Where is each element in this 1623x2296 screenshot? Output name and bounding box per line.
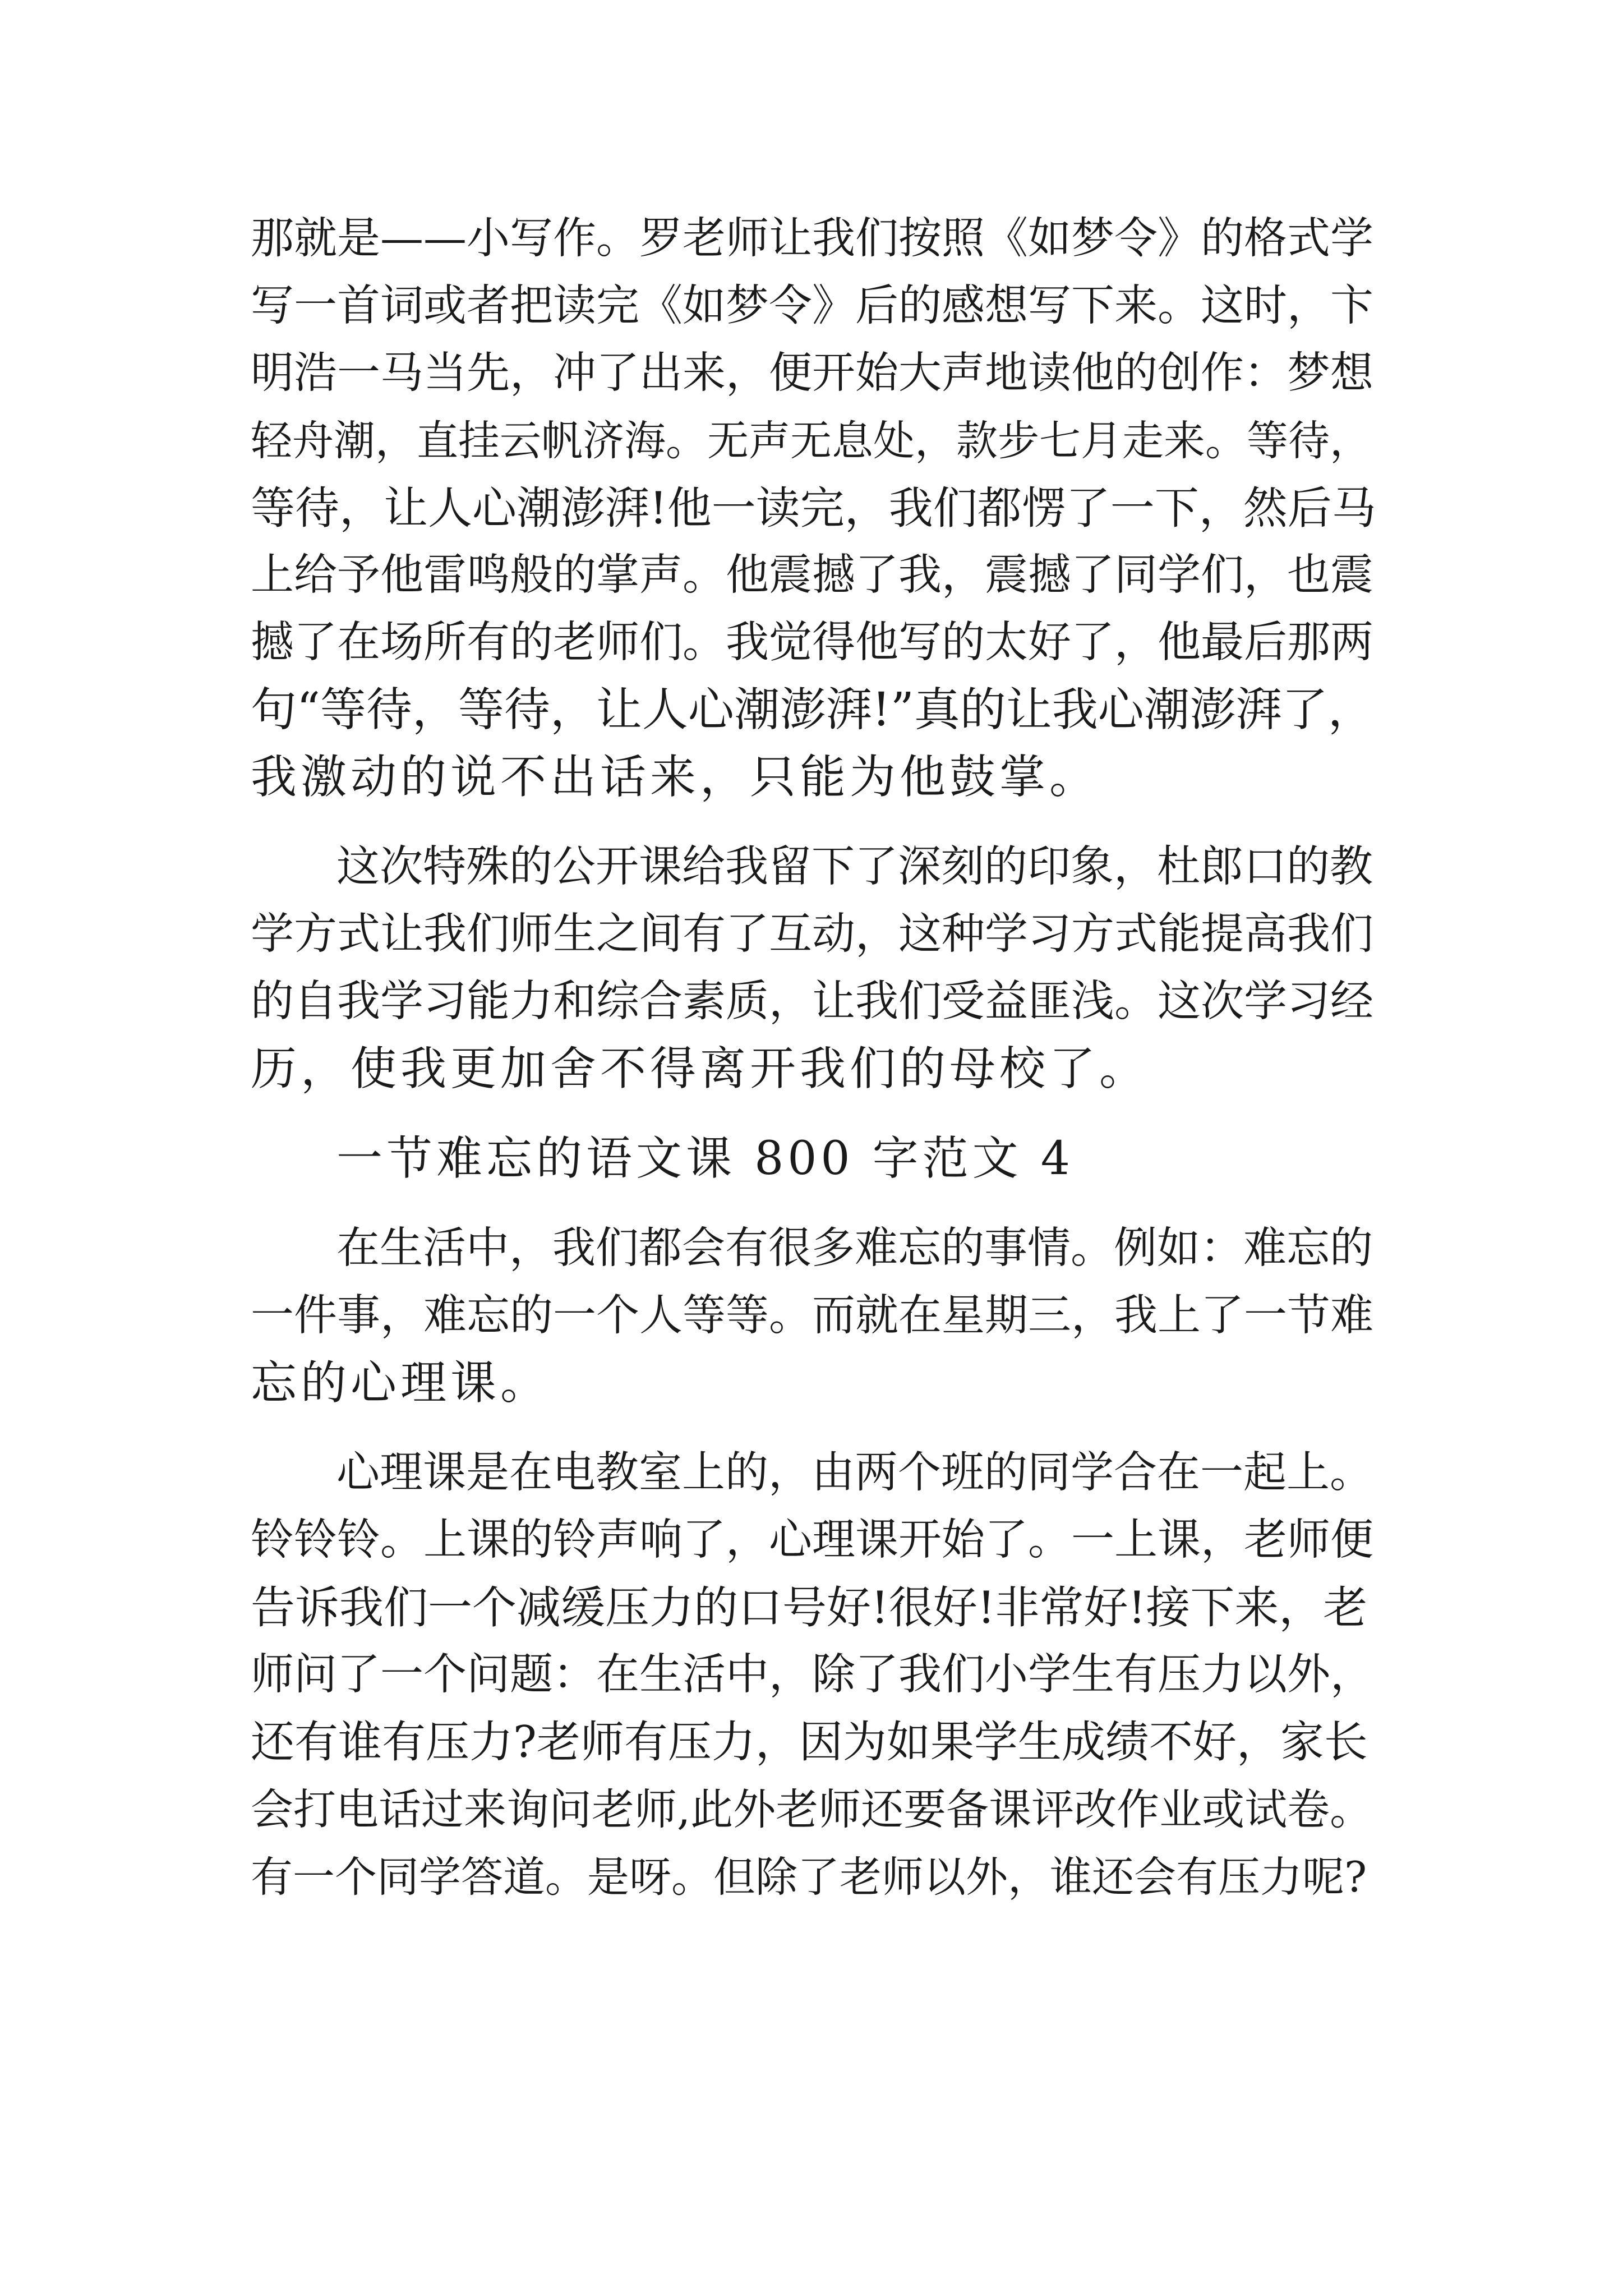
paragraph-line: 句“等待，等待，让人心潮澎湃!”真的让我心潮澎湃了， bbox=[251, 683, 1374, 737]
paragraph-line: 有一个同学答道。是呀。但除了老师以外，谁还会有压力呢? bbox=[251, 1852, 1367, 1902]
paragraph-line: 忘的心理课。 bbox=[251, 1356, 551, 1410]
paragraph-line: 等待，让人心潮澎湃!他一读完，我们都愣了一下，然后马 bbox=[251, 482, 1376, 534]
paragraph-line: 历，使我更加舍不得离开我们的母校了。 bbox=[251, 1042, 1150, 1096]
paragraph-line: 告诉我们一个减缓压力的口号好!很好!非常好!接下来，老 bbox=[251, 1582, 1368, 1634]
paragraph-line: 写一首词或者把读完《如梦令》后的感想写下来。这时，卞 bbox=[251, 281, 1373, 331]
paragraph-line: 这次特殊的公开课给我留下了深刻的印象，杜郎口的教 bbox=[336, 842, 1373, 892]
paragraph-line: 会打电话过来询问老师,此外老师还要备课评改作业或试卷。 bbox=[251, 1784, 1373, 1834]
paragraph-line: 心理课是在电教室上的，由两个班的同学合在一起上。 bbox=[336, 1448, 1373, 1498]
paragraph-line: 在生活中，我们都会有很多难忘的事情。例如：难忘的 bbox=[336, 1223, 1373, 1273]
paragraph-line: 还有谁有压力?老师有压力，因为如果学生成绩不好，家长 bbox=[251, 1717, 1368, 1768]
paragraph-line: 轻舟潮，直挂云帆济海。无声无息处，款步七月走来。等待， bbox=[251, 417, 1371, 465]
section-heading: 一节难忘的语文课 800 字范文 4 bbox=[336, 1132, 1074, 1185]
paragraph-line: 我激动的说不出话来，只能为他鼓掌。 bbox=[251, 751, 1100, 804]
paragraph-line: 一件事，难忘的一个人等等。而就在星期三，我上了一节难 bbox=[251, 1291, 1373, 1341]
paragraph-line: 师问了一个问题：在生活中，除了我们小学生有压力以外， bbox=[251, 1650, 1373, 1700]
paragraph-line: 的自我学习能力和综合素质，让我们受益匪浅。这次学习经 bbox=[251, 977, 1373, 1027]
paragraph-line: 学方式让我们师生之间有了互动，这种学习方式能提高我们 bbox=[251, 909, 1373, 959]
paragraph-line: 明浩一马当先，冲了出来，便开始大声地读他的创作：梦想 bbox=[251, 348, 1373, 398]
paragraph-line: 铃铃铃。上课的铃声响了，心理课开始了。一上课，老师便 bbox=[251, 1515, 1373, 1565]
paragraph-line: 撼了在场所有的老师们。我觉得他写的太好了，他最后那两 bbox=[251, 618, 1373, 668]
paragraph-line: 那就是——小写作。罗老师让我们按照《如梦令》的格式学 bbox=[251, 214, 1373, 264]
paragraph-line: 上给予他雷鸣般的掌声。他震撼了我，震撼了同学们，也震 bbox=[251, 550, 1373, 600]
